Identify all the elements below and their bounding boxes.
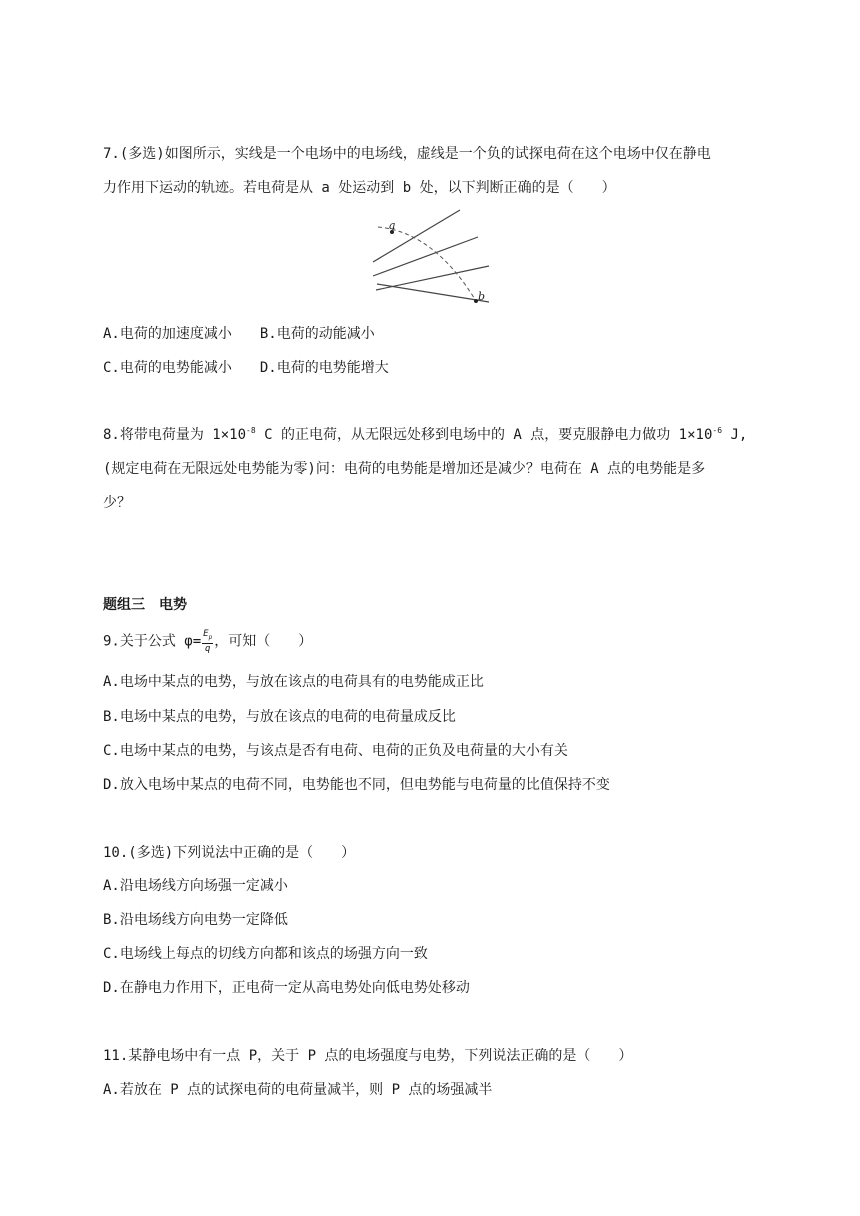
- q8-exponent-2: -6: [712, 426, 723, 435]
- q9-suffix: ，可知（ ）: [214, 633, 313, 650]
- q8-exponent-1: -8: [246, 426, 256, 435]
- q7-field-line-figure: [368, 204, 496, 312]
- q8-stem-line1: [103, 425, 763, 445]
- q10-option-c[interactable]: C.电场线上每点的切线方向都和该点的场强方向一致: [103, 946, 428, 962]
- q9-stem: [103, 629, 763, 654]
- q7-options-row1: [103, 324, 763, 344]
- q7-options-row2: [103, 358, 763, 378]
- q9-frac-numerator-sub: p: [208, 633, 213, 641]
- q7-option-a[interactable]: A.电荷的加速度减小: [103, 326, 232, 342]
- q10-stem: 10.(多选)下列说法中正确的是（ ）: [103, 845, 356, 861]
- q8-stem-line2: (规定电荷在无限远处电势能为零)问：电荷的电势能是增加还是减少？电荷在 A 点的电势能是多: [103, 461, 706, 477]
- q9-fraction: [202, 629, 213, 654]
- label-a: a: [389, 219, 396, 232]
- q8-text-part2: C 的正电荷，从无限远处移到电场中的 A 点，要克服静电力做功 1×10: [255, 427, 713, 443]
- trajectory-dashed: [378, 227, 476, 301]
- q11-option-a[interactable]: A.若放在 P 点的试探电荷的电荷量减半，则 P 点的场强减半: [103, 1082, 493, 1098]
- field-line-2: [373, 237, 478, 276]
- q9-frac-denominator: q: [204, 643, 211, 654]
- q9-option-d[interactable]: D.放入电场中某点的电荷不同，电势能也不同，但电势能与电荷量的比值保持不变: [103, 777, 610, 793]
- q10-option-d[interactable]: D.在静电力作用下，正电荷一定从高电势处向低电势处移动: [103, 980, 470, 996]
- q7-stem-line1: 7.(多选)如图所示，实线是一个电场中的电场线，虚线是一个负的试探电荷在这个电场中仅在静电: [103, 146, 711, 162]
- q9-frac-numerator: E: [203, 629, 209, 639]
- q10-option-a[interactable]: A.沿电场线方向场强一定减小: [103, 878, 288, 894]
- q8-text-part1: 8.将带电荷量为 1×10: [103, 427, 247, 443]
- q10-option-b[interactable]: B.沿电场线方向电势一定降低: [103, 912, 288, 928]
- q9-option-b[interactable]: B.电场中某点的电势，与放在该点的电荷的电荷量成反比: [103, 709, 456, 725]
- q7-stem-line2: 力作用下运动的轨迹。若电荷是从 a 处运动到 b 处，以下判断正确的是（ ）: [103, 180, 616, 196]
- q9-option-c[interactable]: C.电场中某点的电势，与该点是否有电荷、电荷的正负及电荷量的大小有关: [103, 743, 568, 759]
- field-line-1: [373, 210, 460, 262]
- field-line-4: [377, 284, 489, 302]
- q9-option-a[interactable]: A.电场中某点的电势，与放在该点的电荷具有的电势能成正比: [103, 674, 484, 690]
- section-heading-group3: 题组三 电势: [103, 597, 187, 613]
- q8-text-part3: J,: [722, 427, 748, 443]
- q9-prefix: 9.关于公式 φ=: [103, 633, 202, 650]
- q8-stem-line3: 少？: [103, 495, 131, 511]
- q11-stem: 11.某静电场中有一点 P，关于 P 点的电场强度与电势，下列说法正确的是（ ）: [103, 1048, 633, 1064]
- q7-option-d[interactable]: D.电荷的电势能增大: [259, 360, 389, 376]
- q7-option-c[interactable]: C.电荷的电势能减小: [103, 360, 232, 376]
- label-b: b: [478, 290, 486, 303]
- q7-option-b[interactable]: B.电荷的动能减小: [259, 326, 375, 342]
